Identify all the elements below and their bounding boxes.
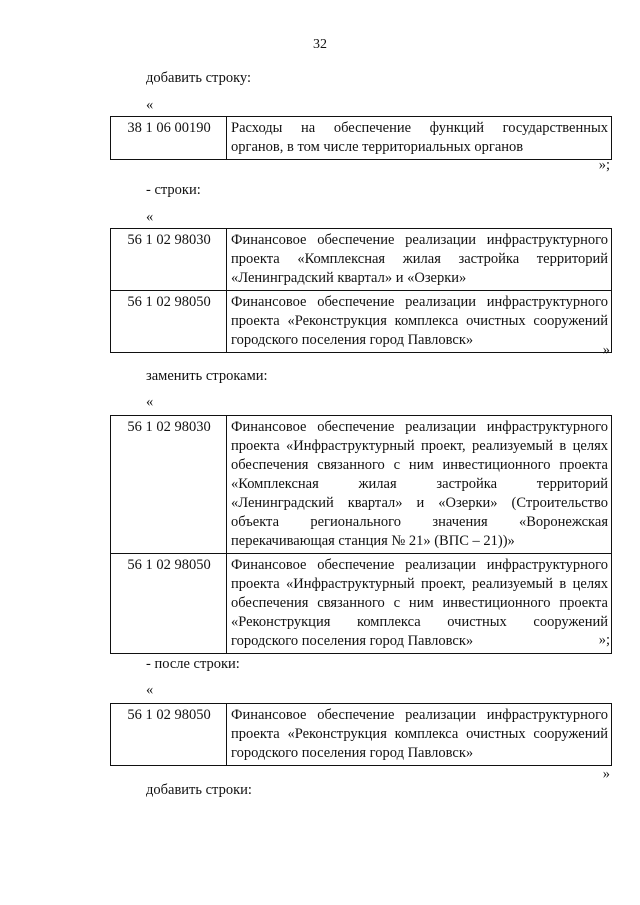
- description-line: городского поселения город Павловск»: [231, 745, 474, 761]
- description-line: Финансовое обеспечение реализации инфраструктурного: [231, 419, 608, 435]
- description-line: обеспечения связанного с ним инвестиционного проекта: [231, 595, 608, 611]
- code-table: [110, 116, 612, 160]
- instruction-add-row: добавить строку:: [146, 70, 251, 86]
- description-cell: [227, 554, 612, 654]
- table-row: [111, 704, 612, 766]
- description-line: проекта «Инфраструктурный проект, реализуемый в целях: [231, 438, 608, 454]
- description-line: «Комплексная жилая застройка территорий: [231, 476, 608, 492]
- code-table: [110, 415, 612, 654]
- quote-open: «: [146, 97, 154, 113]
- description-line: перекачивающая станция № 21» (ВПС – 21))»: [231, 533, 515, 549]
- description-line: Финансовое обеспечение реализации инфраструктурного: [231, 707, 608, 723]
- description-line: «Ленинградский квартал» и «Озерки»: [231, 270, 467, 286]
- code-cell: 56 1 02 98050: [111, 291, 227, 353]
- description-line: проекта «Инфраструктурный проект, реализуемый в целях: [231, 576, 608, 592]
- description-line: Финансовое обеспечение реализации инфраструктурного: [231, 232, 608, 248]
- quote-close: »: [602, 342, 610, 358]
- code-cell: 56 1 02 98050: [111, 554, 227, 654]
- description-line: городского поселения город Павловск»: [231, 633, 474, 649]
- description-line: «Реконструкция комплекса очистных сооружений: [231, 614, 608, 630]
- description-cell: [227, 704, 612, 766]
- code-cell: 38 1 06 00190: [111, 117, 227, 160]
- description-cell: [227, 416, 612, 554]
- code-table: [110, 703, 612, 766]
- description-cell: [227, 117, 612, 160]
- description-line: Финансовое обеспечение реализации инфраструктурного: [231, 557, 608, 573]
- quote-open: «: [146, 209, 154, 225]
- instruction-replace-rows: заменить строками:: [146, 368, 268, 384]
- code-cell: 56 1 02 98030: [111, 229, 227, 291]
- description-line: проекта «Комплексная жилая застройка территорий: [231, 251, 608, 267]
- page-number: 32: [313, 37, 327, 52]
- description-line: обеспечения связанного с ним инвестиционного проекта: [231, 457, 608, 473]
- description-line: проекта «Реконструкция комплекса очистных сооружений: [231, 726, 608, 742]
- quote-open: «: [146, 394, 154, 410]
- description-cell: [227, 229, 612, 291]
- description-line: Финансовое обеспечение реализации инфраструктурного: [231, 294, 608, 310]
- table-row: [111, 229, 612, 291]
- table-row: [111, 416, 612, 554]
- description-line: проекта «Реконструкция комплекса очистных сооружений: [231, 313, 608, 329]
- description-cell: [227, 291, 612, 353]
- description-line: Расходы на обеспечение функций государственных: [231, 120, 608, 136]
- table-row: [111, 554, 612, 654]
- quote-close: »;: [598, 632, 610, 648]
- quote-close: »;: [598, 157, 610, 173]
- description-line: органов, в том числе территориальных органов: [231, 139, 524, 155]
- description-line: городского поселения город Павловск»: [231, 332, 474, 348]
- code-table: [110, 228, 612, 353]
- instruction-after-row: - после строки:: [146, 656, 240, 672]
- instruction-rows: - строки:: [146, 182, 201, 198]
- description-line: объекта регионального значения «Воронежская: [231, 514, 608, 530]
- quote-open: «: [146, 682, 154, 698]
- instruction-add-rows: добавить строки:: [146, 782, 252, 798]
- table-row: [111, 117, 612, 160]
- quote-close: »: [602, 766, 610, 782]
- code-cell: 56 1 02 98050: [111, 704, 227, 766]
- code-cell: 56 1 02 98030: [111, 416, 227, 554]
- description-line: «Ленинградский квартал» и «Озерки» (Строительство: [231, 495, 608, 511]
- table-row: [111, 291, 612, 353]
